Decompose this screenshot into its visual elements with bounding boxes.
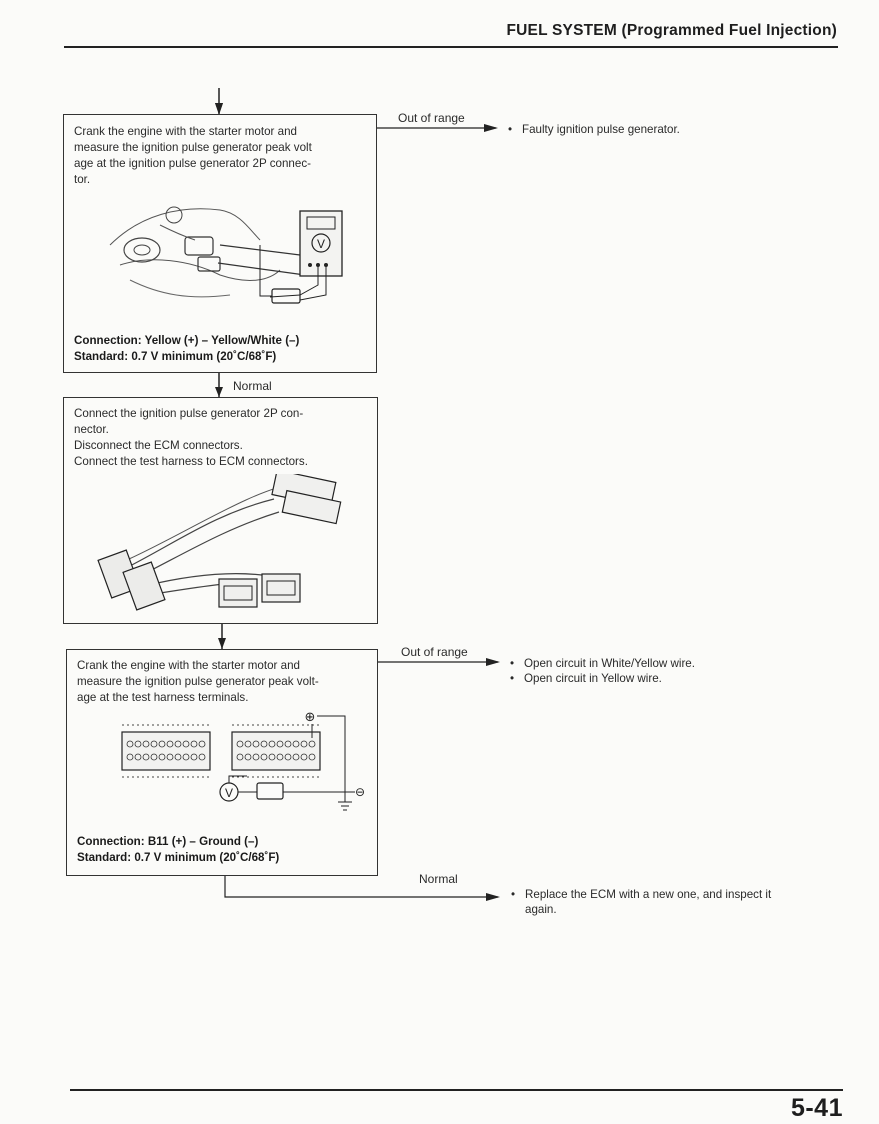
- step-1-box: [63, 114, 377, 373]
- ignition-pulse-generator-measurement-illustration: [100, 185, 370, 325]
- step-2-line: Connect the test harness to ECM connectors.: [74, 455, 308, 468]
- step-1-standard: Standard: 0.7 V minimum (20˚C/68˚F): [74, 350, 277, 363]
- result-item: • Open circuit in Yellow wire.: [510, 672, 662, 685]
- plus-symbol: ⊕: [304, 710, 316, 725]
- step-3-box: [66, 649, 378, 876]
- test-harness-terminals-illustration: [117, 710, 367, 825]
- result-item: • Faulty ignition pulse generator.: [508, 123, 680, 136]
- step-3-line: measure the ignition pulse generator peak volt-: [77, 675, 319, 688]
- section-title: FUEL SYSTEM: [506, 22, 617, 39]
- normal-label-2: Normal: [419, 872, 458, 886]
- out-of-range-label-2: Out of range: [401, 645, 468, 659]
- step-2-line: Disconnect the ECM connectors.: [74, 439, 243, 452]
- step-3-line: Crank the engine with the starter motor and: [77, 659, 300, 672]
- ecm-test-harness-illustration: [94, 474, 374, 619]
- step-1-line: Crank the engine with the starter motor and: [74, 125, 297, 138]
- out-of-range-label-1: Out of range: [398, 111, 465, 125]
- step-3-line: age at the test harness terminals.: [77, 691, 249, 704]
- step-1-line: tor.: [74, 173, 91, 186]
- step-2-instructions: [74, 406, 369, 470]
- step-1-instructions: [74, 124, 367, 188]
- section-subtitle: (Programmed Fuel Injection): [621, 22, 837, 39]
- step-1-line: measure the ignition pulse generator peak volt: [74, 141, 312, 154]
- step-2-box: [63, 397, 378, 624]
- step-3-instructions: [77, 658, 370, 706]
- meter-symbol: V: [316, 237, 326, 251]
- final-result: • Replace the ECM with a new one, and inspect it again.: [511, 888, 772, 916]
- page-number: 5-41: [790, 1094, 843, 1122]
- step-3-standard: Standard: 0.7 V minimum (20˚C/68˚F): [77, 851, 280, 864]
- step-1-line: age at the ignition pulse generator 2P connec-: [74, 157, 311, 170]
- footer-rule: [70, 1089, 843, 1091]
- voltmeter-symbol: V: [224, 786, 234, 800]
- result-list-2: [510, 656, 695, 686]
- step-3-connection: Connection: B11 (+) – Ground (–): [77, 835, 259, 848]
- step-2-line: Connect the ignition pulse generator 2P con-: [74, 407, 304, 420]
- minus-symbol: ⊖: [354, 785, 366, 799]
- final-result-line: Replace the ECM with a new one, and inspect it: [525, 888, 772, 901]
- result-item: • Open circuit in White/Yellow wire.: [510, 657, 695, 670]
- result-list-1: [508, 122, 680, 137]
- step-2-line: nector.: [74, 423, 109, 436]
- final-result-line: again.: [525, 903, 557, 916]
- step-1-connection: Connection: Yellow (+) – Yellow/White (–): [74, 334, 300, 347]
- normal-label-1: Normal: [233, 379, 272, 393]
